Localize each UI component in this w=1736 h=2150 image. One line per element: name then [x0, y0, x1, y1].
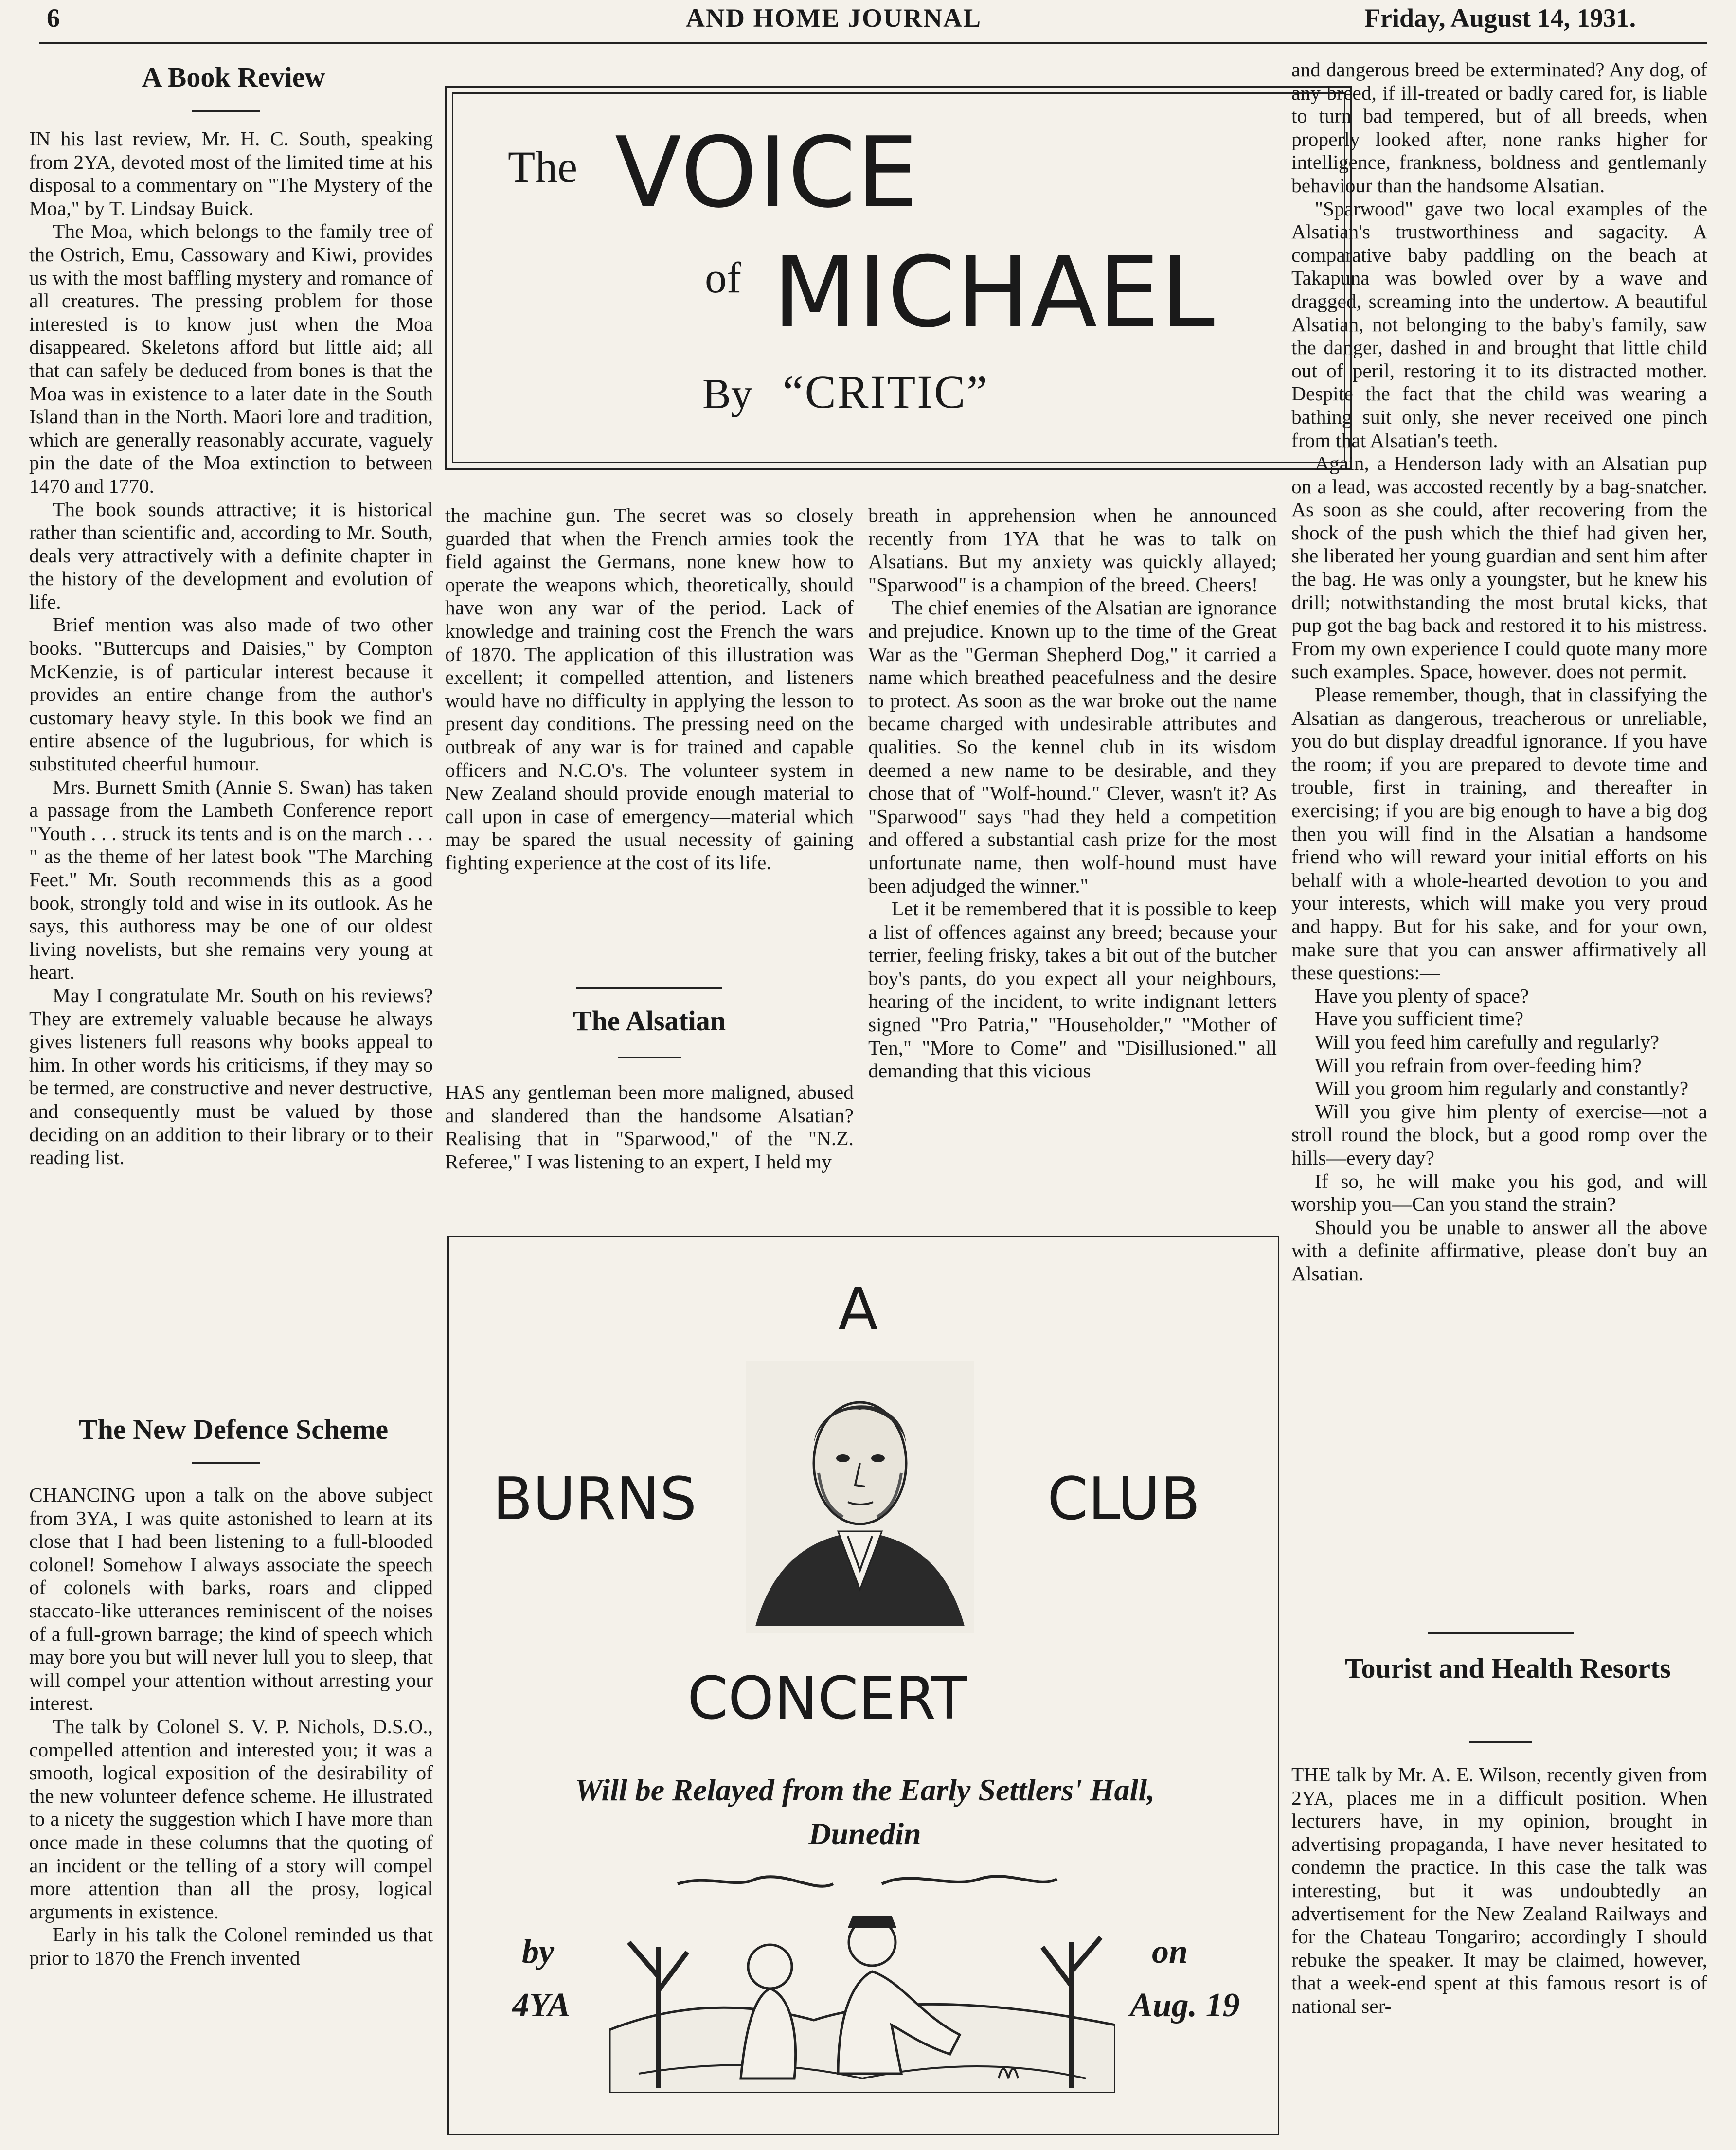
burns-club-advert	[447, 1236, 1279, 2135]
advert-burns: BURNS	[493, 1466, 697, 1533]
page-number: 6	[47, 3, 60, 33]
title-rule	[1469, 1741, 1532, 1743]
paragraph: the machine gun. The secret was so closely guarded that when the French armies took the field against the Germans, none knew how to operate the weapons which, theoretically, should have won any war of the period. Lack of knowledge and training cost the French the wars of 1870. The application of this illustration was excellent; it compelled attention, and listeners would have no difficulty in applying the lesson to present day conditions. The pressing need on the outbreak of any war is for trained and capable officers and N.C.O's. The volunteer system in New Zealand should provide enough material to call upon in case of emergency—material which may be spared the usual necessity of gaining fighting experience at the cost of its life.	[445, 504, 854, 874]
advert-a: A	[838, 1276, 878, 1344]
advert-date: Aug. 19	[1130, 1987, 1240, 2024]
voice-of-michael-box	[445, 86, 1352, 470]
paragraph: The talk by Colonel S. V. P. Nichols, D.S.O., compelled attention and interested you; it was a smooth, logical exposition of the desirability of the new volunteer defence scheme. He illustrated to a nicety the suggestion which I have more than once made in these columns that the quoting of an incident or the telling of a story will compel more attention than all the prosy, logical arguments in existence.	[29, 1715, 433, 1923]
alsatian-intro	[445, 1081, 854, 1173]
defence-continued	[445, 504, 854, 875]
paragraph: breath in apprehension when he announced recently from 1YA that he was to talk on Alsatians. But my anxiety was quickly allayed; "Sparwood" is a champion of the breed. Cheers!	[868, 504, 1277, 596]
paragraph: Again, a Henderson lady with an Alsatian pup on a lead, was accosted recently by a bag-snatcher. As soon as she could, after recovering from the shock of the push which the thief had given her, she liberated her young guardian and sent him after the bag. He was only a youngster, but he knew his drill; notwithstanding the most brutal kicks, that pup got the bag back and restored it to his mistress. From my own experience I could quote many more such examples. Space, however. does not permit.	[1291, 452, 1707, 683]
heading-voice: VOICE	[615, 116, 919, 230]
title-rule	[618, 1057, 681, 1058]
question: Will you groom him regularly and constantly?	[1315, 1077, 1689, 1100]
paragraph: "Sparwood" gave two local examples of the Alsatian's trustworthiness and sagacity. A comparative baby paddling on the beach at Takapuna was bowled over by a wave and dragged, screaming into the undertow. A beautiful Alsatian, not belonging to the baby's family, saw the danger, dashed in and brought that little child out of peril, restoring it to its distracted mother. Despite the fact that the child was wearing a bathing suit only, she never received one pinch from that Alsatian's teeth.	[1291, 197, 1707, 451]
robert-burns-portrait	[746, 1361, 974, 1633]
paragraph: Let it be remembered that it is possible to keep a list of offences against any breed; because your terrier, feeling frisky, takes a bit out of the butcher boy's pants, do you expect all your neighbours, hearing of the incident, to write indignant letters signed "Pro Patria," "Householder," "Mother of Ten," "More to Come" and "Disillusioned." all demanding that this vicious	[868, 897, 1277, 1082]
section-rule	[1428, 1632, 1574, 1634]
question: Will you feed him carefully and regularly?	[1315, 1030, 1660, 1053]
paragraph: Brief mention was also made of two other books. "Buttercups and Daisies," by Compton McKenzie, is of particular interest because it provides an entire change from the author's customary heavy style. In this book we find an entire absence of the lugubrious, for which is substituted cheerful humour.	[29, 613, 433, 775]
paragraph: The Moa, which belongs to the family tree of the Ostrich, Emu, Cassowary and Kiwi, provides us with the most baffling mystery and romance of all creatures. The pressing problem for those interested is to know just when the Moa disappeared. Skeletons afford but little aid; all that can safely be deduced from bones is that the Moa was in existence to a later date in the South Island than in the North. Maori lore and tradition, which are generally reasonably accurate, vaguely pin the date of the Moa extinction to between 1470 and 1770.	[29, 220, 433, 497]
alsatian-col3	[868, 504, 1277, 1083]
alsatian-col4	[1291, 58, 1707, 1285]
header-rule	[39, 42, 1707, 44]
heading-michael: MICHAEL	[773, 236, 1216, 349]
heading-of: of	[705, 254, 741, 302]
tourist-title: Tourist and Health Resorts	[1345, 1652, 1671, 1684]
advert-on: on	[1152, 1933, 1188, 1971]
byline-critic: “CRITIC”	[783, 366, 989, 418]
paragraph: IN his last review, Mr. H. C. South, speaking from 2YA, devoted most of the limited time at his disposal to a commentary on "The Mystery of the Moa," by T. Lindsay Buick.	[29, 127, 433, 219]
countryside-illustration	[609, 1869, 1115, 2093]
section-rule	[576, 987, 722, 989]
title-rule	[192, 110, 260, 112]
question: Will you refrain from over-feeding him?	[1315, 1054, 1642, 1076]
byline-by: By	[702, 371, 752, 418]
paragraph: CHANCING upon a talk on the above subject from 3YA, I was quite astonished to learn at its close that I had been listening to a full-blooded colonel! Somehow I always associate the speech of colonels with barks, roars and clipped staccato-like utterances reminiscent of the noises of a full-grown barrage; the kind of speech which may bore you but will never lull you to sleep, that will compel your attention without arresting your interest.	[29, 1484, 433, 1715]
paragraph: HAS any gentleman been more maligned, abused and slandered than the handsome Alsatian? Realising that in "Sparwood," of the "N.Z. Referee," I was listening to an expert, I held my	[445, 1081, 854, 1173]
advert-concert: CONCERT	[687, 1665, 967, 1733]
paragraph: THE talk by Mr. A. E. Wilson, recently given from 2YA, places me in a difficult position. When lecturers have, in my opinion, brought in advertising propaganda, I have never hesitated to condemn the practice. In this case the talk was interesting, but it was undoubtedly an advertisement for the New Zealand Railways and for the Chateau Tongariro; accordingly I should rebuke the speaker. It may be claimed, however, that a week-end spent at this famous resort is of national ser-	[1291, 1763, 1707, 2017]
advert-club: CLUB	[1047, 1466, 1200, 1533]
advert-city: Dunedin	[808, 1816, 921, 1851]
paragraph: Please remember, though, that in classifying the Alsatian as dangerous, treacherous or unreliable, you do but display dreadful ignorance. If you have the room; if you are prepared to devote time and trouble, first in training, and thereafter in exercising; if you are big enough to have a big dog then you will find in the Alsatian a handsome friend who will reward your initial efforts on his behalf with a whole-hearted devotion to you and your interests, which will make you very proud and happy. But for his sake, and for your own, make sure that you can answer affirmatively all these questions:—	[1291, 683, 1707, 984]
paragraph: The chief enemies of the Alsatian are ignorance and prejudice. Known up to the time of the Great War as the "German Shepherd Dog," it carried a name which breathed peacefulness and the desire to protect. As soon as the war broke out the name became charged with undesirable attributes and qualities. So the kennel club in its wisdom deemed a new name to be desirable, and they chose that of "Wolf-hound." Clever, wasn't it? As "Sparwood" says "had they held a competition and offered a substantial cash prize for the most unfortunate name, then wolf-hound must have been adjudged the winner."	[868, 596, 1277, 897]
paragraph: If so, he will make you his god, and will worship you—Can you stand the strain?	[1291, 1169, 1707, 1216]
advert-relay-text: Will be Relayed from the Early Settlers' Hall,	[574, 1773, 1155, 1807]
book-review-body	[29, 127, 433, 1169]
question: Will you give him plenty of exercise—not a stroll round the block, but a good romp over the hills—every day?	[1291, 1100, 1707, 1169]
paragraph: Should you be unable to answer all the above with a definite affirmative, please don't buy an Alsatian.	[1291, 1216, 1707, 1285]
paragraph: Early in his talk the Colonel reminded us that prior to 1870 the French invented	[29, 1923, 433, 1969]
paragraph: and dangerous breed be exterminated? Any dog, of any breed, if ill-treated or badly cared for, is liable to turn bad tempered, but of all breeds, when properly looked after, none ranks higher for intelligence, frankness, boldness and gentlemanly behaviour than the handsome Alsatian.	[1291, 58, 1707, 197]
paragraph: The book sounds attractive; it is historical rather than scientific and, according to Mr. South, deals very attractively with a definite chapter in the history of the development and evolution of life.	[29, 498, 433, 613]
defence-body	[29, 1484, 433, 1970]
paragraph: May I congratulate Mr. South on his reviews? They are extremely valuable because he always gives listeners full reasons why books appeal to him. In other words his criticisms, if they may so be termed, are constructive and never destructive, and consequently must be valued by those deciding on an addition to their library or to their reading list.	[29, 984, 433, 1169]
issue-date: Friday, August 14, 1931.	[1364, 3, 1636, 33]
book-review-title: A Book Review	[142, 61, 325, 93]
defence-title: The New Defence Scheme	[78, 1414, 389, 1445]
advert-station: 4YA	[512, 1987, 571, 2024]
alsatian-title: The Alsatian	[573, 1005, 726, 1037]
title-rule	[192, 1462, 260, 1464]
masthead: AND HOME JOURNAL	[686, 3, 982, 33]
paragraph: Mrs. Burnett Smith (Annie S. Swan) has taken a passage from the Lambeth Conference report "Youth . . . struck its tents and is on the march . . . " as the theme of her latest book "The Marching Feet." Mr. South recommends this as a good book, strongly told and wise in its outlook. As he says, this authoress may be one of our oldest living novelists, but she remains very young at heart.	[29, 775, 433, 984]
tourist-body	[1291, 1763, 1707, 2018]
heading-the: The	[508, 142, 578, 192]
question: Have you sufficient time?	[1315, 1007, 1524, 1030]
advert-by: by	[522, 1933, 555, 1971]
question: Have you plenty of space?	[1315, 984, 1529, 1007]
